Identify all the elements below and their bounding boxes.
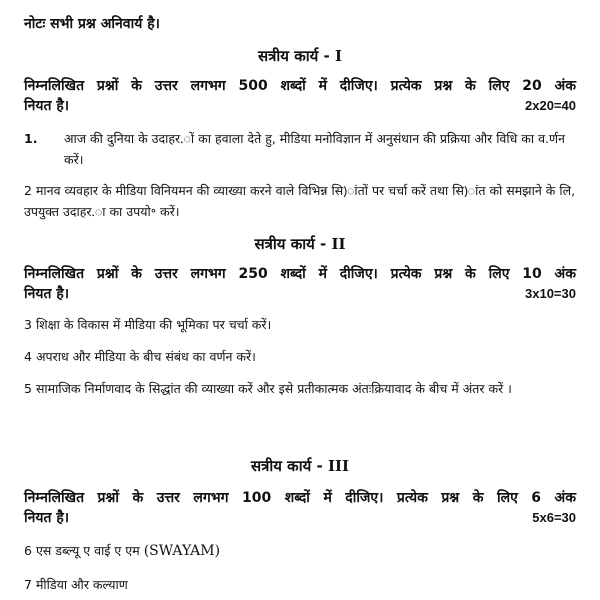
question-7 <box>24 574 576 595</box>
question-number: 4 <box>24 349 32 364</box>
question-text: सामाजिक निर्माणवाद के सिद्धांत की व्याख्या करें और इसे प्रतीकात्मक अंतःक्रियावाद के बीच में अंतर करें । <box>35 381 512 396</box>
section-3-instruction <box>24 488 576 528</box>
instruction-line2: नियत है। <box>24 98 70 114</box>
question-text: मानव व्यवहार के मीडिया विनियमन की व्याख्या करने वाले विभिन्न सि)ांतों पर चर्चा करें तथा सि)ांत को समझाने के लि, उपयुक्त उदाहर.ा का उपयो॰ करें। <box>24 183 576 219</box>
instruction-line2: नियत है। <box>24 286 70 302</box>
question-3 <box>24 314 576 335</box>
section-marks: 2x20=40 <box>525 98 576 113</box>
instruction-line1: निम्नलिखित प्रश्नों के उत्तर लगभग 500 शब्दों में दीजिए। प्रत्येक प्रश्न के लिए 20 अंक <box>24 78 576 94</box>
section-1-instruction <box>24 76 576 116</box>
section-roman: I <box>334 47 343 65</box>
question-5 <box>24 378 576 399</box>
section-title-text: सत्रीय कार्य - <box>257 47 330 65</box>
question-text: मीडिया और कल्याण <box>35 577 128 592</box>
question-text: आज की दुनिया के उदाहर.ों का हवाला देते हु, मीडिया मनोविज्ञान में अनुसंधान की प्रक्रिया और विधि का व.र्णन करें। <box>64 131 565 167</box>
question-4 <box>24 346 576 367</box>
question-text: एस डब्ल्यू ए वाई ए एम <box>35 543 140 558</box>
question-6 <box>24 540 576 562</box>
question-number: 2 <box>24 183 32 198</box>
section-title-1 <box>0 46 600 66</box>
question-text: अपराध और मीडिया के बीच संबंध का वर्णन करें। <box>35 349 256 364</box>
question-number: 5 <box>24 381 32 396</box>
section-title-3 <box>0 456 600 476</box>
section-2-instruction <box>24 264 576 304</box>
section-marks: 5x6=30 <box>532 510 576 525</box>
question-text: शिक्षा के विकास में मीडिया की भूमिका पर चर्चा करें। <box>35 317 272 332</box>
section-title-2 <box>0 234 600 254</box>
question-number: 3 <box>24 317 32 332</box>
question-number: 7 <box>24 577 32 592</box>
instruction-line1: निम्नलिखित प्रश्नों के उत्तर लगभग 100 शब्दों में दीजिए। प्रत्येक प्रश्न के लिए 6 अंक <box>24 490 576 506</box>
question-number: 6 <box>24 543 32 558</box>
instruction-line1: निम्नलिखित प्रश्नों के उत्तर लगभग 250 शब्दों में दीजिए। प्रत्येक प्रश्न के लिए 10 अंक <box>24 266 576 282</box>
section-marks: 3x10=30 <box>525 286 576 301</box>
section-roman: II <box>331 235 346 253</box>
section-title-text: सत्रीय कार्य - <box>250 457 323 475</box>
question-1 <box>24 128 576 170</box>
note-text: नोटः सभी प्रश्न अनिवार्य है। <box>24 16 160 32</box>
question-latin-text: (SWAYAM) <box>143 543 221 559</box>
section-roman: III <box>327 457 350 475</box>
question-2 <box>24 180 576 222</box>
instruction-line2: नियत है। <box>24 510 70 526</box>
section-title-text: सत्रीय कार्य - <box>254 235 327 253</box>
question-number: 1. <box>24 131 38 146</box>
